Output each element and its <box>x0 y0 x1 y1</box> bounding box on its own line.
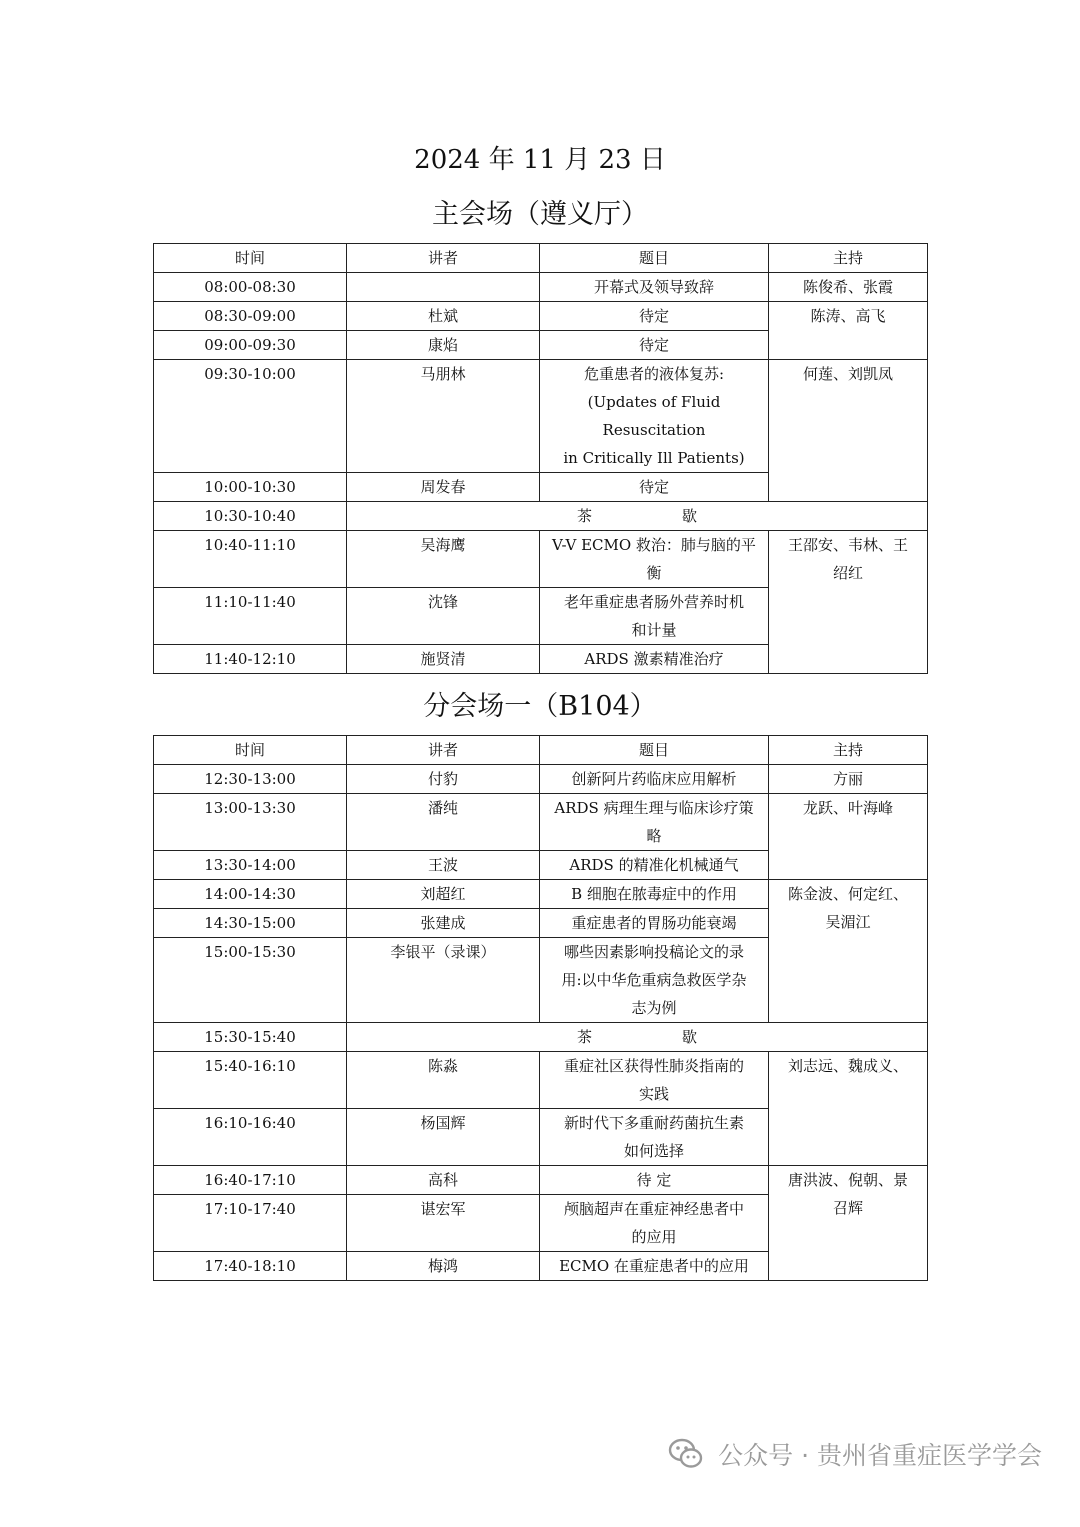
topic-line: 的应用 <box>631 1228 677 1246</box>
topic-line: (Updates of Fluid Resuscitation <box>587 393 721 439</box>
sub-venue-schedule-table <box>153 735 928 1281</box>
tea-break-label: 茶 歇 <box>347 502 928 531</box>
session-time: 16:40-17:10 <box>154 1166 347 1195</box>
session-host: 何莲、刘凯凤 <box>769 360 928 502</box>
table-row <box>154 302 928 331</box>
session-speaker: 梅鸿 <box>347 1252 540 1281</box>
session-topic <box>540 531 769 588</box>
session-speaker: 高科 <box>347 1166 540 1195</box>
topic-line: 用:以中华危重病急救医学杂 <box>561 971 747 989</box>
session-host: 方丽 <box>769 765 928 794</box>
session-speaker: 马朋林 <box>347 360 540 473</box>
topic-line: 老年重症患者肠外营养时机 <box>563 593 744 611</box>
session-topic: 待定 <box>540 473 769 502</box>
main-venue-title: 主会场（遵义厅） <box>432 199 648 230</box>
topic-line: 实践 <box>638 1085 669 1103</box>
session-speaker: 付豹 <box>347 765 540 794</box>
session-speaker: 施贤清 <box>347 645 540 674</box>
session-time: 15:30-15:40 <box>154 1023 347 1052</box>
session-speaker: 吴海鹰 <box>347 531 540 588</box>
topic-line: 颅脑超声在重症神经患者中 <box>563 1200 744 1218</box>
session-time: 13:30-14:00 <box>154 851 347 880</box>
session-speaker: 康焰 <box>347 331 540 360</box>
session-host <box>769 531 928 674</box>
tea-break-row <box>154 502 928 531</box>
session-time: 10:40-11:10 <box>154 531 347 588</box>
main-venue-schedule-table <box>153 243 928 674</box>
tea-break-label: 茶 歇 <box>347 1023 928 1052</box>
table-row <box>154 1166 928 1195</box>
topic-line: 重症社区获得性肺炎指南的 <box>563 1057 744 1075</box>
session-topic: 开幕式及领导致辞 <box>540 273 769 302</box>
session-speaker <box>347 273 540 302</box>
table-header-row <box>154 736 928 765</box>
session-topic <box>540 1052 769 1109</box>
session-time: 14:00-14:30 <box>154 880 347 909</box>
session-topic: 创新阿片药临床应用解析 <box>540 765 769 794</box>
topic-line: 衡 <box>646 564 662 582</box>
session-time: 10:30-10:40 <box>154 502 347 531</box>
wechat-watermark <box>668 1436 1042 1472</box>
session-time: 15:40-16:10 <box>154 1052 347 1109</box>
session-speaker: 潘纯 <box>347 794 540 851</box>
session-host: 陈涛、高飞 <box>769 302 928 360</box>
session-topic <box>540 1195 769 1252</box>
session-speaker: 谌宏军 <box>347 1195 540 1252</box>
session-speaker: 张建成 <box>347 909 540 938</box>
table-row <box>154 880 928 909</box>
table-row <box>154 531 928 588</box>
header-host: 主持 <box>769 244 928 273</box>
session-time: 09:30-10:00 <box>154 360 347 473</box>
header-speaker: 讲者 <box>347 244 540 273</box>
topic-line: 略 <box>646 827 662 845</box>
session-time: 17:10-17:40 <box>154 1195 347 1252</box>
table-header-row <box>154 244 928 273</box>
session-topic: ECMO 在重症患者中的应用 <box>540 1252 769 1281</box>
wechat-icon <box>668 1438 704 1470</box>
session-time: 13:00-13:30 <box>154 794 347 851</box>
session-topic: ARDS 的精准化机械通气 <box>540 851 769 880</box>
topic-line: 志为例 <box>631 999 677 1017</box>
tea-break-row <box>154 1023 928 1052</box>
table-row <box>154 794 928 851</box>
session-time: 08:00-08:30 <box>154 273 347 302</box>
session-time: 09:00-09:30 <box>154 331 347 360</box>
session-time: 10:00-10:30 <box>154 473 347 502</box>
session-time: 17:40-18:10 <box>154 1252 347 1281</box>
topic-line: V-V ECMO 救治：肺与脑的平 <box>552 536 756 554</box>
header-topic: 题目 <box>540 244 769 273</box>
page-date: 2024 年 11 月 23 日 <box>414 145 666 175</box>
session-time: 14:30-15:00 <box>154 909 347 938</box>
session-host <box>769 1166 928 1281</box>
session-host: 陈俊希、张霞 <box>769 273 928 302</box>
session-speaker: 李银平（录课） <box>347 938 540 1023</box>
session-speaker: 陈淼 <box>347 1052 540 1109</box>
host-line: 王邵安、韦林、王 <box>787 536 908 554</box>
table-row <box>154 273 928 302</box>
topic-line: 新时代下多重耐药菌抗生素 <box>563 1114 744 1132</box>
header-topic: 题目 <box>540 736 769 765</box>
header-time: 时间 <box>154 244 347 273</box>
header-host: 主持 <box>769 736 928 765</box>
session-topic: 重症患者的胃肠功能衰竭 <box>540 909 769 938</box>
topic-line: 危重患者的液体复苏: <box>583 365 725 383</box>
host-line: 唐洪波、倪朝、景 <box>787 1171 908 1189</box>
topic-line: ARDS 病理生理与临床诊疗策 <box>554 799 754 817</box>
session-topic: 待定 <box>540 302 769 331</box>
session-speaker: 刘超红 <box>347 880 540 909</box>
table-row <box>154 1052 928 1109</box>
session-host <box>769 880 928 1023</box>
session-time: 12:30-13:00 <box>154 765 347 794</box>
sub-venue-title: 分会场一（B104） <box>423 691 657 722</box>
host-line: 召辉 <box>832 1199 863 1217</box>
session-topic <box>540 360 769 473</box>
host-line: 陈金波、何定红、 <box>787 885 908 903</box>
table-row <box>154 360 928 473</box>
session-speaker: 王波 <box>347 851 540 880</box>
session-topic <box>540 588 769 645</box>
session-time: 11:40-12:10 <box>154 645 347 674</box>
session-topic: B 细胞在脓毒症中的作用 <box>540 880 769 909</box>
session-speaker: 周发春 <box>347 473 540 502</box>
session-speaker: 沈锋 <box>347 588 540 645</box>
topic-line: 如何选择 <box>623 1142 684 1160</box>
session-topic: ARDS 激素精准治疗 <box>540 645 769 674</box>
watermark-text: 公众号 · 贵州省重症医学学会 <box>718 1441 1042 1470</box>
table-row <box>154 765 928 794</box>
session-time: 16:10-16:40 <box>154 1109 347 1166</box>
session-time: 08:30-09:00 <box>154 302 347 331</box>
header-speaker: 讲者 <box>347 736 540 765</box>
topic-line: 和计量 <box>631 621 677 639</box>
session-speaker: 杜斌 <box>347 302 540 331</box>
header-time: 时间 <box>154 736 347 765</box>
session-topic: 待定 <box>540 331 769 360</box>
session-host: 刘志远、魏成义、 <box>769 1052 928 1166</box>
host-line: 绍红 <box>832 564 863 582</box>
host-line: 吴湄江 <box>825 913 871 931</box>
session-time: 15:00-15:30 <box>154 938 347 1023</box>
topic-line: in Critically Ill Patients) <box>563 449 745 467</box>
session-topic <box>540 1109 769 1166</box>
session-topic: 待 定 <box>540 1166 769 1195</box>
session-topic <box>540 794 769 851</box>
session-speaker: 杨国辉 <box>347 1109 540 1166</box>
topic-line: 哪些因素影响投稿论文的录 <box>563 943 744 961</box>
session-host: 龙跃、叶海峰 <box>769 794 928 880</box>
session-time: 11:10-11:40 <box>154 588 347 645</box>
session-topic <box>540 938 769 1023</box>
